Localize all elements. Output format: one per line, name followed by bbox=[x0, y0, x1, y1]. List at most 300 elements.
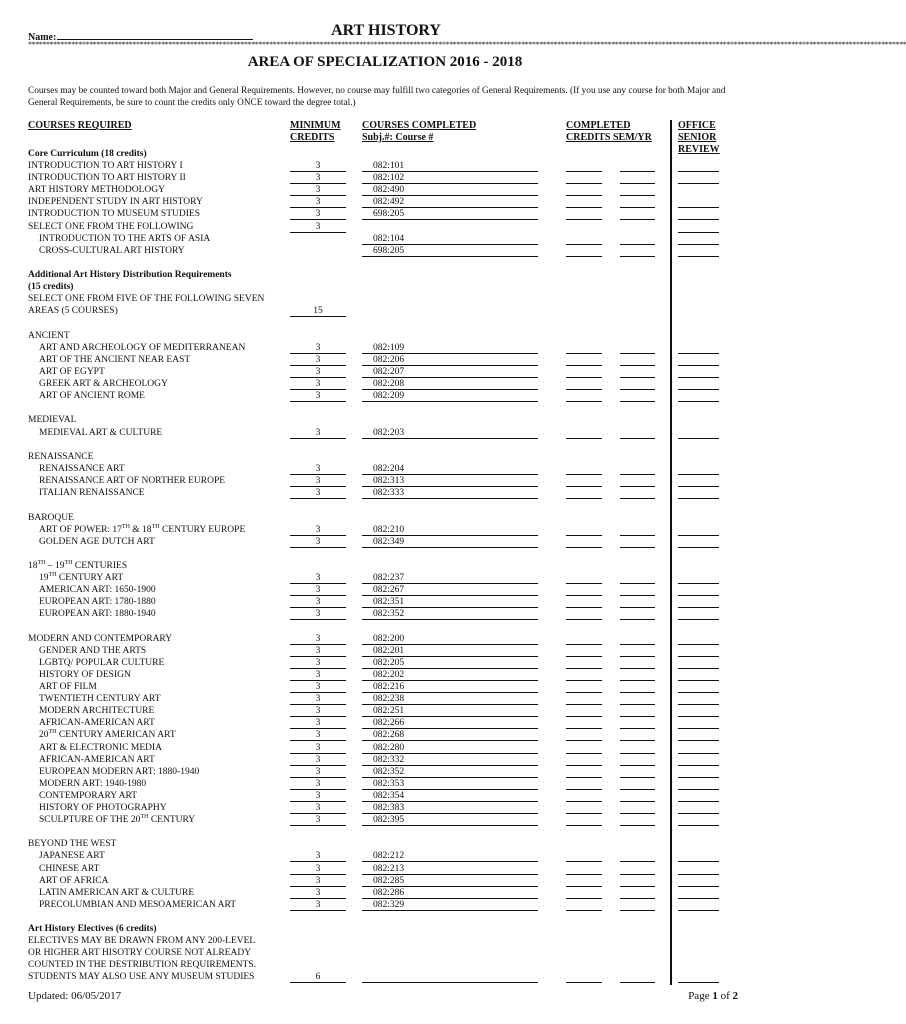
minimum-credits-value: 3 bbox=[290, 802, 346, 814]
table-row bbox=[0, 923, 770, 935]
semester-year-field[interactable] bbox=[620, 814, 655, 826]
completed-credits-field[interactable] bbox=[566, 754, 602, 766]
senior-review-field[interactable] bbox=[678, 887, 719, 899]
course-number: 082:216 bbox=[373, 682, 405, 693]
table-row bbox=[0, 475, 770, 487]
minimum-credits-value: 3 bbox=[290, 850, 346, 862]
course-label: GOLDEN AGE DUTCH ART bbox=[39, 536, 155, 547]
senior-review-field[interactable] bbox=[678, 669, 719, 681]
course-number: 082:207 bbox=[373, 366, 405, 377]
semester-year-field[interactable] bbox=[620, 669, 655, 681]
course-label: 20TH CENTURY AMERICAN ART bbox=[39, 729, 176, 741]
completed-credits-field[interactable] bbox=[566, 971, 602, 983]
completed-credits-field[interactable] bbox=[566, 160, 602, 172]
semester-year-field[interactable] bbox=[620, 608, 655, 620]
completed-credits-field[interactable] bbox=[566, 475, 602, 487]
course-number: 698:205 bbox=[373, 245, 405, 256]
course-completed-field[interactable] bbox=[362, 681, 538, 693]
course-label: AFRICAN-AMERICAN ART bbox=[39, 718, 155, 729]
completed-credits-field[interactable] bbox=[566, 463, 602, 475]
course-completed-field[interactable] bbox=[362, 742, 538, 754]
completed-credits-field[interactable] bbox=[566, 608, 602, 620]
senior-review-field[interactable] bbox=[678, 778, 719, 790]
senior-review-field[interactable] bbox=[678, 693, 719, 705]
course-completed-field[interactable] bbox=[362, 524, 538, 536]
semester-year-field[interactable] bbox=[620, 354, 655, 366]
senior-review-field[interactable] bbox=[678, 717, 719, 729]
course-completed-field[interactable] bbox=[362, 887, 538, 899]
course-completed-field[interactable] bbox=[362, 693, 538, 705]
course-number: 082:213 bbox=[373, 863, 405, 874]
course-label: ART AND ARCHEOLOGY OF MEDITERRANEAN bbox=[39, 342, 246, 353]
course-label: BEYOND THE WEST bbox=[28, 839, 117, 850]
course-completed-field[interactable] bbox=[362, 899, 538, 911]
senior-review-field[interactable] bbox=[678, 233, 719, 245]
senior-review-field[interactable] bbox=[678, 172, 719, 184]
senior-review-field[interactable] bbox=[678, 427, 719, 439]
course-completed-field[interactable] bbox=[362, 814, 538, 826]
senior-review-field[interactable] bbox=[678, 208, 719, 220]
completed-credits-field[interactable] bbox=[566, 342, 602, 354]
minimum-credits-value: 3 bbox=[290, 184, 346, 196]
completed-credits-field[interactable] bbox=[566, 742, 602, 754]
semester-year-field[interactable] bbox=[620, 778, 655, 790]
senior-review-field[interactable] bbox=[678, 754, 719, 766]
course-completed-field[interactable] bbox=[362, 633, 538, 645]
course-number: 082:251 bbox=[373, 706, 405, 717]
course-completed-field[interactable] bbox=[362, 342, 538, 354]
semester-year-field[interactable] bbox=[620, 717, 655, 729]
semester-year-field[interactable] bbox=[620, 863, 655, 875]
course-completed-field[interactable] bbox=[362, 717, 538, 729]
minimum-credits-value: 3 bbox=[290, 669, 346, 681]
senior-review-field[interactable] bbox=[678, 863, 719, 875]
semester-year-field[interactable] bbox=[620, 887, 655, 899]
completed-credits-field[interactable] bbox=[566, 887, 602, 899]
course-completed-field[interactable] bbox=[362, 196, 538, 208]
minimum-credits-value: 3 bbox=[290, 475, 346, 487]
senior-review-field[interactable] bbox=[678, 645, 719, 657]
table-row bbox=[0, 838, 770, 850]
course-number: 082:395 bbox=[373, 814, 405, 825]
minimum-credits-value: 3 bbox=[290, 766, 346, 778]
course-completed-field[interactable] bbox=[362, 669, 538, 681]
semester-year-field[interactable] bbox=[620, 633, 655, 645]
course-completed-field[interactable] bbox=[362, 172, 538, 184]
completed-credits-field[interactable] bbox=[566, 729, 602, 741]
course-number: 082:209 bbox=[373, 391, 405, 401]
course-label: BAROQUE bbox=[28, 512, 74, 523]
minimum-credits-value: 3 bbox=[290, 657, 346, 669]
completed-credits-field[interactable] bbox=[566, 645, 602, 657]
course-label: ART OF AFRICA bbox=[39, 875, 109, 886]
course-label: AFRICAN-AMERICAN ART bbox=[39, 754, 155, 765]
minimum-credits-value: 3 bbox=[290, 887, 346, 899]
semester-year-field[interactable] bbox=[620, 584, 655, 596]
course-completed-field[interactable] bbox=[362, 657, 538, 669]
semester-year-field[interactable] bbox=[620, 475, 655, 487]
table-row bbox=[0, 536, 770, 548]
completed-credits-field[interactable] bbox=[566, 899, 602, 911]
course-completed-field[interactable] bbox=[362, 596, 538, 608]
semester-year-field[interactable] bbox=[620, 802, 655, 814]
completed-credits-field[interactable] bbox=[566, 681, 602, 693]
table-row bbox=[0, 875, 770, 887]
course-completed-field[interactable] bbox=[362, 584, 538, 596]
table-row bbox=[0, 390, 770, 402]
minimum-credits-value: 3 bbox=[290, 778, 346, 790]
completed-credits-field[interactable] bbox=[566, 354, 602, 366]
column-courses-required bbox=[28, 120, 132, 132]
course-label: INDEPENDENT STUDY IN ART HISTORY bbox=[28, 197, 203, 208]
semester-year-field[interactable] bbox=[620, 790, 655, 802]
completed-credits-field[interactable] bbox=[566, 778, 602, 790]
course-label: RENAISSANCE ART OF NORTHER EUROPE bbox=[39, 476, 226, 486]
senior-review-field[interactable] bbox=[678, 766, 719, 778]
completed-credits-field[interactable] bbox=[566, 172, 602, 184]
course-number: 082:210 bbox=[373, 524, 405, 535]
table-row bbox=[0, 354, 770, 366]
completed-credits-field[interactable] bbox=[566, 208, 602, 220]
senior-review-field[interactable] bbox=[678, 475, 719, 487]
completed-credits-field[interactable] bbox=[566, 802, 602, 814]
completed-credits-field[interactable] bbox=[566, 487, 602, 499]
course-completed-field[interactable] bbox=[362, 160, 538, 172]
semester-year-field[interactable] bbox=[620, 681, 655, 693]
senior-review-field[interactable] bbox=[678, 657, 719, 669]
course-number: 082:266 bbox=[373, 718, 405, 729]
table-row bbox=[0, 693, 770, 705]
completed-credits-field[interactable] bbox=[566, 717, 602, 729]
course-label: ART HISTORY METHODOLOGY bbox=[28, 185, 166, 196]
senior-review-field[interactable] bbox=[678, 354, 719, 366]
completed-credits-field[interactable] bbox=[566, 584, 602, 596]
minimum-credits-value: 3 bbox=[290, 172, 346, 184]
senior-review-field[interactable] bbox=[678, 729, 719, 741]
semester-year-field[interactable] bbox=[620, 875, 655, 887]
completed-credits-field[interactable] bbox=[566, 427, 602, 439]
course-completed-field[interactable] bbox=[362, 778, 538, 790]
course-label: Additional Art History Distribution Requirements bbox=[28, 270, 232, 280]
course-label: MODERN ART: 1940-1980 bbox=[39, 778, 147, 789]
course-label: COUNTED IN THE DESTRIBUTION REQUIREMENTS. bbox=[28, 960, 257, 971]
course-number: 082:104 bbox=[373, 233, 405, 244]
table-row bbox=[0, 584, 770, 596]
senior-review-field[interactable] bbox=[678, 850, 719, 862]
course-label: (15 credits) bbox=[28, 282, 74, 293]
course-label: SELECT ONE FROM THE FOLLOWING bbox=[28, 221, 194, 232]
course-number: 082:351 bbox=[373, 597, 405, 608]
semester-year-field[interactable] bbox=[620, 342, 655, 354]
completed-credits-field[interactable] bbox=[566, 790, 602, 802]
semester-year-field[interactable] bbox=[620, 366, 655, 378]
table-row bbox=[0, 281, 770, 293]
minimum-credits-value: 3 bbox=[290, 754, 346, 766]
senior-review-field[interactable] bbox=[678, 536, 719, 548]
table-row bbox=[0, 947, 770, 959]
course-label: RENAISSANCE bbox=[28, 451, 94, 462]
senior-review-field[interactable] bbox=[678, 463, 719, 475]
semester-year-field[interactable] bbox=[620, 596, 655, 608]
senior-review-field[interactable] bbox=[678, 633, 719, 645]
completed-credits-field[interactable] bbox=[566, 196, 602, 208]
course-label: ITALIAN RENAISSANCE bbox=[39, 488, 145, 499]
course-number: 082:200 bbox=[373, 633, 405, 644]
course-label: INTRODUCTION TO ART HISTORY II bbox=[28, 173, 186, 184]
course-completed-field[interactable] bbox=[362, 754, 538, 766]
semester-year-field[interactable] bbox=[620, 378, 655, 390]
table-row bbox=[0, 681, 770, 693]
completed-credits-field[interactable] bbox=[566, 378, 602, 390]
minimum-credits-value: 3 bbox=[290, 427, 346, 439]
course-completed-field[interactable] bbox=[362, 366, 538, 378]
minimum-credits-value: 3 bbox=[290, 366, 346, 378]
name-label: Name: bbox=[28, 32, 57, 43]
table-row bbox=[0, 221, 770, 233]
course-number: 082:102 bbox=[373, 173, 405, 184]
course-label: 18TH – 19TH CENTURIES bbox=[28, 560, 128, 571]
course-label: HISTORY OF PHOTOGRAPHY bbox=[39, 802, 167, 813]
course-number: 082:268 bbox=[373, 730, 405, 741]
page-of: of bbox=[717, 990, 733, 1002]
course-completed-field[interactable] bbox=[362, 729, 538, 741]
completed-credits-field[interactable] bbox=[566, 633, 602, 645]
minimum-credits-value: 3 bbox=[290, 693, 346, 705]
semester-year-field[interactable] bbox=[620, 524, 655, 536]
course-number: 082:329 bbox=[373, 899, 405, 910]
minimum-credits-value: 3 bbox=[290, 645, 346, 657]
senior-review-field[interactable] bbox=[678, 971, 719, 983]
semester-year-field[interactable] bbox=[620, 184, 655, 196]
senior-review-field[interactable] bbox=[678, 596, 719, 608]
semester-year-field[interactable] bbox=[620, 899, 655, 911]
course-label: AMERICAN ART: 1650-1900 bbox=[39, 585, 156, 596]
course-completed-field[interactable] bbox=[362, 971, 538, 983]
completed-credits-field[interactable] bbox=[566, 245, 602, 257]
semester-year-field[interactable] bbox=[620, 245, 655, 257]
table-row bbox=[0, 160, 770, 172]
semester-year-field[interactable] bbox=[620, 657, 655, 669]
senior-review-field[interactable] bbox=[678, 196, 719, 208]
senior-review-field[interactable] bbox=[678, 899, 719, 911]
completed-credits-field[interactable] bbox=[566, 875, 602, 887]
column-office-label: OFFICE bbox=[678, 120, 716, 131]
completed-credits-field[interactable] bbox=[566, 184, 602, 196]
minimum-credits-value: 3 bbox=[290, 584, 346, 596]
semester-year-field[interactable] bbox=[620, 742, 655, 754]
table-row bbox=[0, 814, 770, 826]
course-label: ART OF FILM bbox=[39, 682, 97, 693]
minimum-credits-value: 3 bbox=[290, 790, 346, 802]
table-row bbox=[0, 233, 770, 245]
course-completed-field[interactable] bbox=[362, 705, 538, 717]
semester-year-field[interactable] bbox=[620, 766, 655, 778]
senior-review-field[interactable] bbox=[678, 681, 719, 693]
course-completed-field[interactable] bbox=[362, 645, 538, 657]
course-completed-field[interactable] bbox=[362, 378, 538, 390]
senior-review-field[interactable] bbox=[678, 572, 719, 584]
course-label: MEDIEVAL bbox=[28, 415, 77, 426]
column-credits-label: CREDITS bbox=[290, 132, 335, 143]
completed-credits-field[interactable] bbox=[566, 669, 602, 681]
course-label: CONTEMPORARY ART bbox=[39, 790, 138, 801]
completed-credits-field[interactable] bbox=[566, 657, 602, 669]
senior-review-field[interactable] bbox=[678, 487, 719, 499]
completed-credits-field[interactable] bbox=[566, 524, 602, 536]
table-row bbox=[0, 850, 770, 862]
minimum-credits-value: 3 bbox=[290, 572, 346, 584]
course-label: Core Curriculum (18 credits) bbox=[28, 149, 147, 159]
course-number: 082:204 bbox=[373, 464, 405, 474]
completed-credits-field[interactable] bbox=[566, 766, 602, 778]
table-row bbox=[0, 669, 770, 681]
minimum-credits-value: 3 bbox=[290, 633, 346, 645]
course-label: MODERN ARCHITECTURE bbox=[39, 706, 155, 717]
senior-review-field[interactable] bbox=[678, 875, 719, 887]
completed-credits-field[interactable] bbox=[566, 233, 602, 245]
semester-year-field[interactable] bbox=[620, 208, 655, 220]
senior-review-field[interactable] bbox=[678, 378, 719, 390]
table-row bbox=[0, 208, 770, 220]
course-number: 082:267 bbox=[373, 585, 405, 596]
semester-year-field[interactable] bbox=[620, 160, 655, 172]
course-completed-field[interactable] bbox=[362, 536, 538, 548]
course-completed-field[interactable] bbox=[362, 233, 538, 245]
table-row bbox=[0, 645, 770, 657]
semester-year-field[interactable] bbox=[620, 390, 655, 402]
course-number: 082:206 bbox=[373, 354, 405, 365]
completed-credits-field[interactable] bbox=[566, 390, 602, 402]
course-number: 082:212 bbox=[373, 851, 405, 862]
completed-credits-field[interactable] bbox=[566, 850, 602, 862]
table-row bbox=[0, 863, 770, 875]
course-completed-field[interactable] bbox=[362, 608, 538, 620]
course-label: LGBTQ/ POPULAR CULTURE bbox=[39, 657, 165, 668]
senior-review-field[interactable] bbox=[678, 802, 719, 814]
senior-review-field[interactable] bbox=[678, 390, 719, 402]
senior-review-field[interactable] bbox=[678, 245, 719, 257]
table-row bbox=[0, 414, 770, 426]
semester-year-field[interactable] bbox=[620, 463, 655, 475]
table-row bbox=[0, 366, 770, 378]
table-row bbox=[0, 172, 770, 184]
semester-year-field[interactable] bbox=[620, 572, 655, 584]
minimum-credits-value: 3 bbox=[290, 196, 346, 208]
document-subtitle: AREA OF SPECIALIZATION 2016 - 2018 bbox=[247, 54, 523, 70]
senior-review-field[interactable] bbox=[678, 584, 719, 596]
page-total: 2 bbox=[732, 990, 738, 1002]
senior-review-field[interactable] bbox=[678, 705, 719, 717]
table-row bbox=[0, 512, 770, 524]
course-completed-field[interactable] bbox=[362, 390, 538, 402]
table-row bbox=[0, 184, 770, 196]
course-label: AREAS (5 COURSES) bbox=[28, 306, 118, 317]
table-row bbox=[0, 729, 770, 741]
completed-credits-field[interactable] bbox=[566, 536, 602, 548]
course-completed-field[interactable] bbox=[362, 850, 538, 862]
minimum-credits-value: 6 bbox=[290, 971, 346, 983]
completed-credits-field[interactable] bbox=[566, 693, 602, 705]
semester-year-field[interactable] bbox=[620, 427, 655, 439]
semester-year-field[interactable] bbox=[620, 196, 655, 208]
course-number: 082:333 bbox=[373, 488, 405, 499]
semester-year-field[interactable] bbox=[620, 172, 655, 184]
course-completed-field[interactable] bbox=[362, 354, 538, 366]
senior-review-field[interactable] bbox=[678, 814, 719, 826]
course-completed-field[interactable] bbox=[362, 802, 538, 814]
completed-credits-field[interactable] bbox=[566, 705, 602, 717]
senior-review-field[interactable] bbox=[678, 160, 719, 172]
course-number: 082:238 bbox=[373, 694, 405, 705]
course-completed-field[interactable] bbox=[362, 245, 538, 257]
course-completed-field[interactable] bbox=[362, 463, 538, 475]
table-row bbox=[0, 935, 770, 947]
completed-credits-field[interactable] bbox=[566, 572, 602, 584]
course-completed-field[interactable] bbox=[362, 766, 538, 778]
column-completed-label: COURSES COMPLETED bbox=[362, 120, 477, 131]
completed-credits-field[interactable] bbox=[566, 814, 602, 826]
semester-year-field[interactable] bbox=[620, 487, 655, 499]
updated-date: Updated: 06/05/2017 bbox=[28, 990, 122, 1002]
course-label: SCULPTURE OF THE 20TH CENTURY bbox=[39, 813, 196, 825]
course-number: 082:202 bbox=[373, 670, 405, 680]
semester-year-field[interactable] bbox=[620, 645, 655, 657]
semester-year-field[interactable] bbox=[620, 754, 655, 766]
senior-review-field[interactable] bbox=[678, 790, 719, 802]
semester-year-field[interactable] bbox=[620, 850, 655, 862]
completed-credits-field[interactable] bbox=[566, 366, 602, 378]
senior-review-field[interactable] bbox=[678, 221, 719, 233]
completed-credits-field[interactable] bbox=[566, 596, 602, 608]
semester-year-field[interactable] bbox=[620, 729, 655, 741]
course-completed-field[interactable] bbox=[362, 475, 538, 487]
column-completed-credits bbox=[566, 120, 652, 144]
course-completed-field[interactable] bbox=[362, 572, 538, 584]
course-label: ART OF ANCIENT ROME bbox=[39, 391, 145, 401]
senior-review-field[interactable] bbox=[678, 742, 719, 754]
senior-review-field[interactable] bbox=[678, 342, 719, 354]
semester-year-field[interactable] bbox=[620, 705, 655, 717]
course-completed-field[interactable] bbox=[362, 790, 538, 802]
minimum-credits-value: 3 bbox=[290, 160, 346, 172]
semester-year-field[interactable] bbox=[620, 693, 655, 705]
completed-credits-field[interactable] bbox=[566, 863, 602, 875]
course-completed-field[interactable] bbox=[362, 487, 538, 499]
course-completed-field[interactable] bbox=[362, 208, 538, 220]
page-indicator bbox=[688, 990, 738, 1002]
course-number: 082:332 bbox=[373, 754, 405, 765]
semester-year-field[interactable] bbox=[620, 233, 655, 245]
senior-review-field[interactable] bbox=[678, 608, 719, 620]
table-row bbox=[0, 560, 770, 572]
course-label: INTRODUCTION TO ART HISTORY I bbox=[28, 161, 183, 172]
course-completed-field[interactable] bbox=[362, 875, 538, 887]
senior-review-field[interactable] bbox=[678, 524, 719, 536]
semester-year-field[interactable] bbox=[620, 971, 655, 983]
course-number: 082:349 bbox=[373, 536, 405, 547]
senior-review-field[interactable] bbox=[678, 366, 719, 378]
course-number: 082:313 bbox=[373, 476, 405, 486]
course-label: EUROPEAN ART: 1880-1940 bbox=[39, 609, 156, 620]
course-completed-field[interactable] bbox=[362, 863, 538, 875]
course-label: TWENTIETH CENTURY ART bbox=[39, 694, 161, 705]
minimum-credits-value: 3 bbox=[290, 608, 346, 620]
semester-year-field[interactable] bbox=[620, 536, 655, 548]
course-completed-field[interactable] bbox=[362, 427, 538, 439]
course-completed-field[interactable] bbox=[362, 184, 538, 196]
table-row bbox=[0, 802, 770, 814]
course-label: ART OF POWER: 17TH & 18TH CENTURY EUROPE bbox=[39, 523, 246, 535]
